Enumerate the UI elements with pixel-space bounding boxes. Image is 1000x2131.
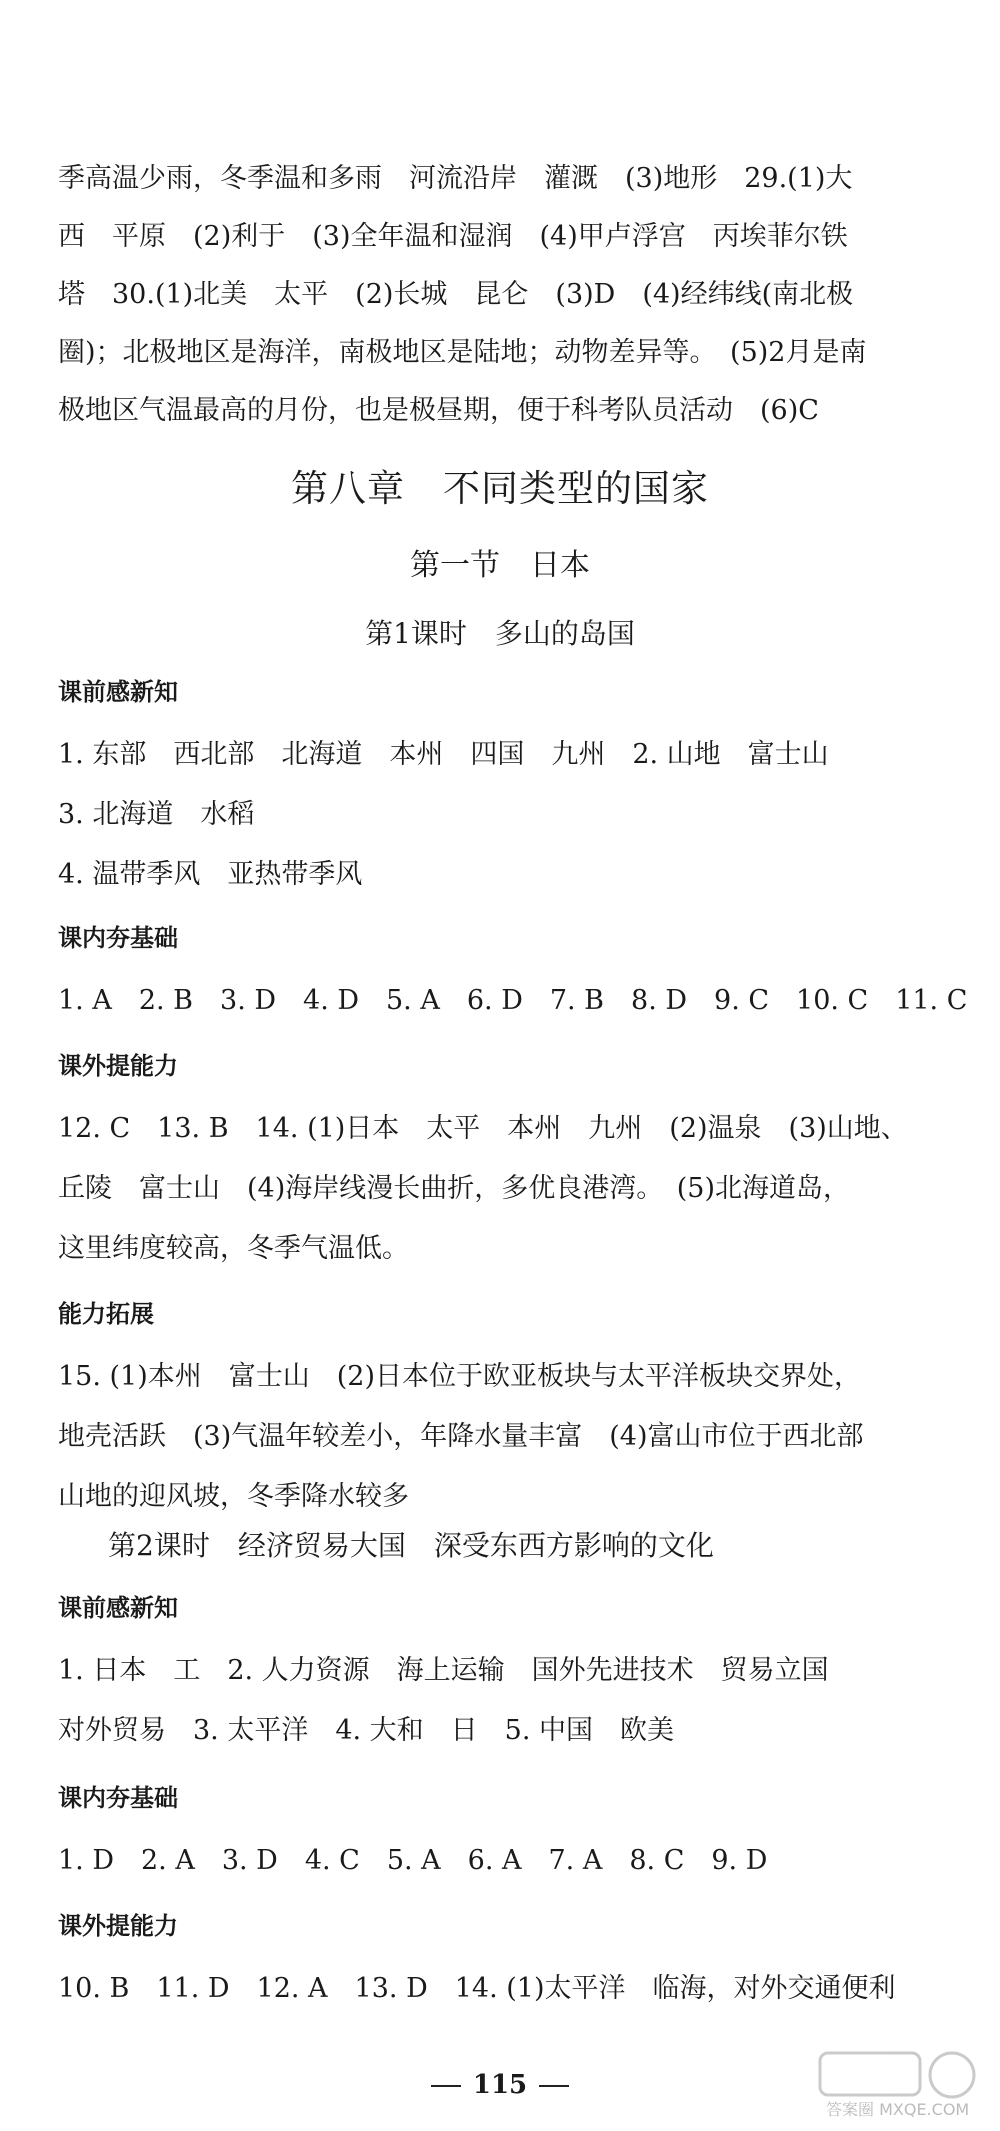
answer-line: 12. C 13. B 14. (1)日本 太平 本州 九州 (2)温泉 (3)山地、 — [58, 1113, 908, 1144]
page-number-text: 115 — [472, 2070, 528, 2100]
watermark-text: 答案圈 MXQE.COM — [826, 2100, 970, 2119]
answer-line: 1. A 2. B 3. D 4. D 5. A 6. D 7. B 8. D 9. C 10. C 11. C — [58, 985, 968, 1016]
text-line: 塔 30.(1)北美 太平 (2)长城 昆仑 (3)D (4)经纬线(南北极 — [58, 279, 854, 310]
text-line: 季高温少雨，冬季温和多雨 河流沿岸 灌溉 (3)地形 29.(1)大 — [58, 163, 853, 194]
answer-line: 对外贸易 3. 太平洋 4. 大和 日 5. 中国 欧美 — [58, 1715, 675, 1746]
answer-line: 10. B 11. D 12. A 13. D 14. (1)太平洋 临海，对外交通便利 — [58, 1973, 896, 2004]
answer-line: 丘陵 富士山 (4)海岸线漫长曲折，多优良港湾。 (5)北海道岛， — [58, 1173, 850, 1204]
answer-line: 这里纬度较高，冬季气温低。 — [58, 1233, 409, 1264]
answer-line: 1. 东部 西北部 北海道 本州 四国 九州 2. 山地 富士山 — [58, 739, 829, 770]
answer-line: 15. (1)本州 富士山 (2)日本位于欧亚板块与太平洋板块交界处， — [58, 1361, 862, 1392]
answer-line: 4. 温带季风 亚热带季风 — [58, 859, 363, 890]
text-line: 西 平原 (2)利于 (3)全年温和湿润 (4)甲卢浮宫 丙埃菲尔铁 — [58, 221, 848, 252]
heading-in-class: 课内夯基础 — [58, 1784, 178, 1812]
heading-pre-study: 课前感新知 — [58, 678, 178, 706]
heading-pre-study: 课前感新知 — [58, 1594, 178, 1622]
dash-right — [539, 2085, 569, 2087]
chapter-title: 第八章 不同类型的国家 — [291, 467, 709, 510]
answer-line: 山地的迎风坡，冬季降水较多 — [58, 1481, 409, 1512]
heading-in-class: 课内夯基础 — [58, 924, 178, 952]
lesson-2-title: 第2课时 经济贸易大国 深受东西方影响的文化 — [108, 1529, 714, 1562]
text-line: 极地区气温最高的月份，也是极昼期，便于科考队员活动 (6)C — [58, 395, 819, 426]
section-title: 第一节 日本 — [410, 548, 590, 583]
answer-line: 1. 日本 工 2. 人力资源 海上运输 国外先进技术 贸易立国 — [58, 1655, 829, 1686]
heading-after-class: 课外提能力 — [58, 1912, 178, 1940]
answer-line: 1. D 2. A 3. D 4. C 5. A 6. A 7. A 8. C 9. D — [58, 1845, 768, 1876]
answer-line: 3. 北海道 水稻 — [58, 799, 255, 830]
heading-extension: 能力拓展 — [58, 1300, 154, 1328]
intro-paragraph — [58, 150, 938, 440]
dash-left — [431, 2085, 461, 2087]
text-line: 圈)；北极地区是海洋，南极地区是陆地；动物差异等。 (5)2月是南 — [58, 337, 867, 368]
lesson-1-title: 第1课时 多山的岛国 — [365, 617, 635, 650]
watermark-logo — [814, 2045, 984, 2121]
heading-after-class: 课外提能力 — [58, 1052, 178, 1080]
answer-line: 地壳活跃 (3)气温年较差小，年降水量丰富 (4)富山市位于西北部 — [58, 1421, 864, 1452]
